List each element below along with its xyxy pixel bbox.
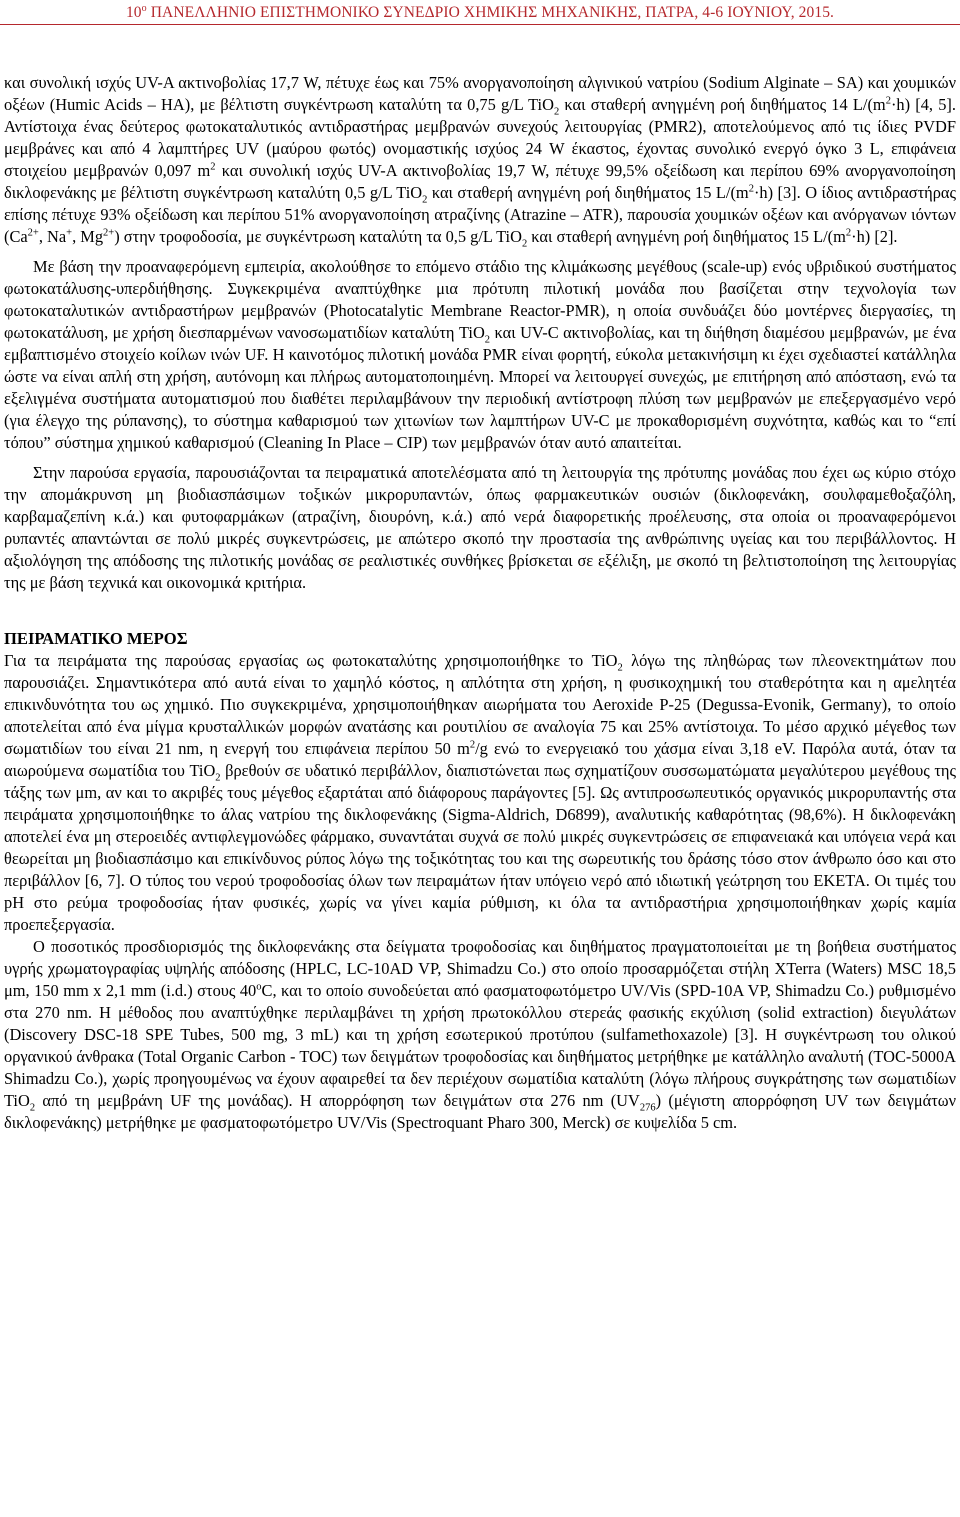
header-divider xyxy=(0,24,960,25)
header-number: 10 xyxy=(125,4,142,21)
header-ordinal: ο xyxy=(141,2,147,14)
header-text: ΠΑΝΕΛΛΗΝΙΟ ΕΠΙΣΤΗΜΟΝΙΚΟ ΣΥΝΕΔΡΙΟ ΧΗΜΙΚΗΣ ΜΗΧΑΝΙΚΗΣ, ΠΑΤΡΑ, 4-6 ΙΟΥΝΙΟΥ, 2015. xyxy=(146,4,835,21)
section-heading-experimental: ΠΕΙΡΑΜΑΤΙΚΟ ΜΕΡΟΣ xyxy=(4,629,188,648)
paragraph-analysis-methods: Ο ποσοτικός προσδιορισμός της δικλοφενάκης στα δείγματα τροφοδοσίας και διηθήματος πραγματοποιείται με τη βοήθεια συστήματος υγρής χρωματογραφίας υψηλής απόδοσης (HPLC, LC-10AD VP, Shimadzu Co.) στο οποίο προσαρμόζεται στήλη XTerra (Waters) MSC 18,5 μm, 150 mm x 2,1 mm (i.d.) στους 40$^o$C, και το οποίο συνοδεύεται από φασματοφωτόμετρο UV/Vis (SPD-10A VP, Shimadzu Co.) ρυθμισμένο στα 270 nm. Η μέθοδος που αναπτύχθηκε περιλαμβάνει τη χρήση πρωτοκόλλου στερεάς φασικής εκχύλιση (solid extraction) διεγυλάτων (Discovery DSC-18 SPE Tubes, 500 mg, 3 mL) και τη χρήση εσωτερικού προτύπου (sulfamethoxazole) [3]. Η συγκέντρωση του ολικού οργανικού άνθρακα (Total Organic Carbon - TOC) των δειγμάτων τροφοδοσίας και διηθήματος μετρήθηκε με κατάλληλο αναλυτή (TOC-5000A Shimadzu Co.), χωρίς προηγουμένως να έχουν αφαιρεθεί τα δεν περιέχουν σωματίδια καταλύτη (λόγω πλήρους συγκράτησης των σωματιδίων TiO$_2$ από τη μεμβράνη UF της μονάδας). Η απορρόφηση των δειγμάτων στα 276 nm $(UV_{276})$ (μέγιστη απορρόφηση UV των δειγμάτων δικλοφενάκης) μετρήθηκε με φασματοφωτόμετρο UV/Vis (Spectroquant Pharo 300, Merck) σε κυψελίδα 5 cm. xyxy=(4,937,956,1132)
paragraph-pmr-background: και συνολική ισχύς UV-A ακτινοβολίας 17,7 W, πέτυχε έως και 75% ανοργανοποίηση αλγινικού νατρίου (Sodium Alginate – SA) και χουμικών οξέων (Humic Acids – HA), με βέλτιστη συγκέντρωση καταλύτη τα 0,75 g/L TiO$_2$ και σταθερή ανηγμένη ροή διηθήματος 14 $L/(m^2\cdot h)$ [4, 5]. Αντίστοιχα ένας δεύτερος φωτοκαταλυτικός αντιδραστήρας μεμβρανών συνεχούς λειτουργίας (PMR2), αποτελούμενος από τις ίδιες PVDF μεμβράνες και από 4 λαμπτήρες UV (μαύρου φωτός) ονομαστικής ισχύος 24 W έκαστος, έχοντας συνολικό ενεργό όγκο 3 L, επιφάνεια στοιχείου μεμβρανών 0,097 $m^2$ και συνολική ισχύς UV-A ακτινοβολίας 19,7 W, πέτυχε 99,5% οξείδωση και περίπου 69% ανοργανοποίηση δικλοφενάκης με βέλτιστη συγκέντρωση καταλύτη 0,5 g/L TiO$_2$ και σταθερή ανηγμένη ροή διηθήματος 15 $L/(m^2\cdot h)$ [3]. Ο ίδιος αντιδραστήρας επίσης πέτυχε 93% οξείδωση και περίπου 51% ανοργανοποίηση ατραζίνης (Atrazine – ATR), παρουσία χουμικών οξέων και ανόργανων ιόντων ($Ca^{2+}$, Na+, $Mg^{2+}$) στην τροφοδοσία, με συγκέντρωση καταλύτη τα 0,5 g/L TiO$_2$ και σταθερή ανηγμένη ροή διηθήματος 15 $L/(m^2\cdot h)$ [2]. xyxy=(4,73,956,250)
paragraph-catalyst: Για τα πειράματα της παρούσας εργασίας ως φωτοκαταλύτης χρησιμοποιήθηκε το TiO$_2$ λόγω της πληθώρας των πλεονεκτημάτων που παρουσιάζει. Σημαντικότερα από αυτά είναι το χαμηλό κόστος, η απλότητα στη χρήση, η φυσικοχημική του σταθερότητα και η αμελητέα επικινδυνότητα του ως χημικό. Πιο συγκεκριμένα, χρησιμοποιήθηκαν αιωρήματα του Aeroxide P-25 (Degussa-Evonik, Germany), το οποίο αποτελείται από ένα μίγμα κρυσταλλικών μορφών ανατάσης και ρουτιλίου σε αναλογία 75 και 25% αντίστοιχα. Το μέσο αρχικό μέγεθος των σωματιδίων του είναι 21 nm, η ενεργή του επιφάνεια περίπου 50 $m^2/g$ ενώ το ενεργειακό του χάσμα είναι 3,18 eV. Παρόλα αυτά, όταν τα αιωρούμενα σωματίδια του TiO$_2$ βρεθούν σε υδατικό περιβάλλον, διαπιστώνεται πως σχηματίζουν συσσωματώματα μεγαλύτερου μεγέθους της τάξης των μm, αν και το ακριβές τους μέγεθος εξαρτάται από διάφορους παράγοντες [5]. Ως αντιπροσωπευτικός οργανικός μικρορυπαντής στα πειράματα χρησιμοποιήθηκε το άλας νατρίου της δικλοφενάκης (Sigma-Aldrich, D6899), αναλυτικής καθαρότητας (98,6%). Η δικλοφενάκη αποτελεί ένα μη στεροειδές αντιφλεγμονώδες φάρμακο, συναντάται συχνά σε πολύ μικρές συγκεντρώσεις σε επιφανειακά και υπόγεια νερά και θεωρείται μη βιοδιασπάσιμο και επικίνδυνος ρύπος λόγω της τοξικότητας του και της σωρευτικής του δράσης τόσο στον άνθρωπο όσο και στο περιβάλλον [6, 7]. Ο τύπος του νερού τροφοδοσίας όλων των πειραμάτων ήταν υπόγειο νερό από ιδιωτική γεώτρηση του ΕΚΕΤΑ. Οι τιμές του pH στο ρεύμα τροφοδοσίας ήταν φυσικές, χωρίς να γίνει καμία ρύθμιση, κι όλα τα αντιδραστήρια χρησιμοποιήθηκαν χωρίς καμία προεπεξεργασία. xyxy=(4,651,957,934)
page-body xyxy=(4,72,956,1134)
paragraph-present-work: Στην παρούσα εργασία, παρουσιάζονται τα πειραματικά αποτελέσματα από τη λειτουργία της πρότυπης μονάδας που έχει ως κύριο στόχο την απομάκρυνση μη βιοδιασπάσιμων τοξικών μικρορυπαντών, όπως φαρμακευτικών ουσιών (δικλοφενάκη, σουλφαμεθοξαζόλη, καρβαμαζεπίνη κ.ά.) και φυτοφαρμάκων (ατραζίνη, διουρόνη, κ.ά.) από νερά διαφορετικής προέλευσης, στα οποία οι προαναφερόμενοι ρυπαντές απαντώνται σε πολύ μικρές συγκεντρώσεις, με απώτερο σκοπό την προστασία της ανθρώπινης υγείας και του περιβάλλοντος. Η αξιολόγηση της απόδοσης της πιλοτικής μονάδας σε ρεαλιστικές συνθήκες βρίσκεται σε εξέλιξη, με σκοπό τη βελτιστοποίηση της λειτουργίας της με βάση τεχνικά και οικονομικά κριτήρια. xyxy=(4,463,956,592)
paragraph-pilot-unit: Με βάση την προαναφερόμενη εμπειρία, ακολούθησε το επόμενο στάδιο της κλιμάκωσης μεγέθους (scale-up) ενός υβριδικού συστήματος φωτοκατάλυσης-υπερδιήθησης. Συγκεκριμένα αναπτύχθηκε μια πρότυπη πιλοτική μονάδα που βασίζεται στην τεχνολογία των φωτοκαταλυτικών αντιδραστήρων μεμβρανών (Photocatalytic Membrane Reactor-PMR), η οποία συνδυάζει δύο μοντέρνες διεργασίες, τη φωτοκατάλυση, με χρήση διεσπαρμένων νανοσωματιδίων καταλύτη TiO$_2$ και UV-C ακτινοβολίας, και τη διήθηση διαμέσου μεμβρανών, με ένα εμβαπτισμένο στοιχείο κοίλων ινών UF. Η καινοτόμος πιλοτική μονάδα PMR είναι φορητή, εύκολα μετακινήσιμη κι έχει σχεδιαστεί κατάλληλα ώστε να είναι απλή στη χρήση, αυτόνομη και πλήρως αυτοματοποιημένη. Μπορεί να λειτουργεί συνεχώς, με επιτήρηση από απόσταση, ενώ τα εξελιγμένα συστήματα αυτοματισμού που διαθέτει περιλαμβάνουν την περιοδική αντίστροφη πλύση των μεμβρανών με επεξεργασμένο νερό (για έλεγχο της ρύπανσης), το σύστημα καθαρισμού των χιτωνίων των λαμπτήρων UV-C με προκαθορισμένη συχνότητα, καθώς και το “επί τόπου” σύστημα χημικού καθαρισμού (Cleaning In Place – CIP) των μεμβρανών όταν αυτό απαιτείται. xyxy=(4,257,956,452)
conference-header xyxy=(0,4,960,22)
